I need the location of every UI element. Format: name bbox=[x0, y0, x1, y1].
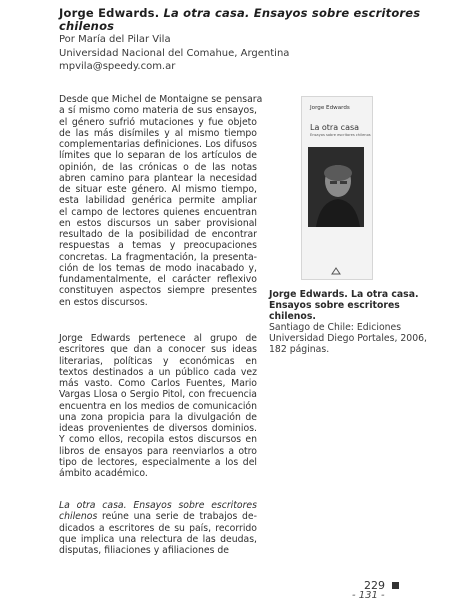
paragraph-edwards-line: textos destinados a un público cada vez bbox=[59, 366, 257, 378]
paragraph-edwards-line: más vasto. Como Carlos Fuentes, Mario bbox=[59, 378, 257, 389]
paragraph-book-line: La otra casa. Ensayos sobre escritores bbox=[59, 500, 257, 511]
paragraph-edwards-line: Vargas Llosa o Sergio Pitol, con frecuencia bbox=[59, 389, 257, 401]
paragraph-intro-line: de situar este género. Al mismo tiempo, bbox=[59, 184, 257, 195]
page-marker-square bbox=[392, 582, 399, 589]
paragraph-intro-line: en estos discursos un saber provisional bbox=[59, 217, 257, 229]
paragraph-intro-line: el campo de lectores quienes encuentran bbox=[59, 206, 257, 218]
title-author: Jorge Edwards. bbox=[59, 6, 164, 20]
paragraph-edwards-line: ideas provenientes de diversos dominios. bbox=[59, 423, 257, 434]
paragraph-intro-line: Desde que Michel de Montaigne se pensara bbox=[59, 94, 263, 105]
paragraph-edwards-line: escritores que dan a conocer sus ideas bbox=[59, 344, 257, 356]
paragraph-intro-line: el género sufrió mutaciones y fue objeto bbox=[59, 116, 257, 128]
paragraph-intro bbox=[59, 94, 263, 308]
paragraph-intro-line: respuestas a temas y preocupaciones bbox=[59, 240, 257, 252]
book-cover-image bbox=[301, 96, 373, 280]
caption-title-text: Jorge Edwards. La otra casa. Ensayos sobre escritores chilenos. bbox=[269, 289, 419, 322]
cover-author: Jorge Edwards bbox=[310, 105, 350, 111]
paragraph-edwards-line: literarias, políticas y económicas en bbox=[59, 355, 257, 367]
cover-title: La otra casa bbox=[310, 123, 360, 132]
paragraph-intro-line: límites que lo separan de los artículos de bbox=[59, 150, 257, 162]
paragraph-intro-line: de las más disímiles y al mismo tiempo bbox=[59, 127, 257, 139]
paragraph-intro-line: resultado de la posibilidad de encontrar bbox=[59, 229, 257, 240]
article-header bbox=[59, 7, 449, 74]
caption-publisher: Santiago de Chile: Ediciones Universidad Diego Portales, 2006, 182 páginas. bbox=[269, 322, 428, 355]
paragraph-intro-line: esta labilidad genérica permite ampliar bbox=[59, 195, 257, 207]
reviewer-affiliation: Universidad Nacional del Comahue, Argentina bbox=[59, 47, 290, 59]
paragraph-intro-line: concretas. La fragmentación, la presenta- bbox=[59, 251, 257, 263]
paragraph-book-line bbox=[59, 511, 257, 522]
paragraph-book bbox=[59, 500, 257, 556]
paragraph-book-line: dicados a escritores de su país, recorrido bbox=[59, 522, 257, 534]
paragraph-intro-line: abren camino para plantear la necesidad bbox=[59, 172, 257, 184]
paragraph-intro-line: fundamentalmente, el carácter reflexivo bbox=[59, 274, 257, 285]
paragraph-intro-line: ción de los temas de modo inacabado y, bbox=[59, 262, 257, 274]
reviewer-email: mpvila@speedy.com.ar bbox=[59, 61, 176, 72]
book-caption bbox=[269, 289, 429, 355]
paragraph-intro-line: opinión, de las crónicas o de las notas bbox=[59, 161, 257, 173]
paragraph-edwards-line: ámbito académico. bbox=[59, 468, 148, 479]
paragraph-book-line: que implica una relectura de las deudas, bbox=[59, 533, 257, 545]
paragraph-book-line-rest: reúne una serie de trabajos de- bbox=[97, 511, 257, 523]
paragraph-edwards-line: encuentra en los medios de comunicación bbox=[59, 400, 257, 412]
reviewer-name: Por María del Pilar Vila bbox=[59, 34, 171, 45]
paragraph-intro-line: en estos discursos. bbox=[59, 296, 148, 308]
page-number: 229 bbox=[364, 579, 385, 592]
publisher-logo-icon bbox=[331, 260, 341, 268]
cover-portrait-photo bbox=[308, 147, 364, 227]
paragraph-edwards-line: Jorge Edwards pertenece al grupo de bbox=[59, 333, 257, 344]
book-title-inline: chilenos bbox=[59, 511, 98, 523]
title-book: La otra casa. Ensayos sobre escritores chilenos bbox=[59, 6, 421, 33]
paragraph-edwards bbox=[59, 333, 257, 479]
handwritten-page-stamp: - 131 - bbox=[352, 590, 385, 601]
cover-subtitle: Ensayos sobre escritores chilenos bbox=[310, 133, 371, 137]
paragraph-intro-line: a sí mismo como materia de sus ensayos, bbox=[59, 105, 257, 117]
paragraph-book-line: disputas, filiaciones y afiliaciones de bbox=[59, 545, 230, 556]
paragraph-edwards-line: libros de ensayos para reenviarlos a otro bbox=[59, 445, 257, 457]
paragraph-edwards-line: una zona propicia para la divulgación de bbox=[59, 411, 257, 423]
paragraph-edwards-line: tipo de lectores, especialmente a los del bbox=[59, 456, 257, 468]
paragraph-intro-line: complementarias definiciones. Los difusos bbox=[59, 139, 257, 150]
paragraph-edwards-line: Y como ellos, recopila estos discursos en bbox=[59, 434, 257, 446]
paragraph-intro-line: constituyen aspectos siempre presentes bbox=[59, 285, 257, 297]
caption-title bbox=[269, 289, 429, 322]
article-title bbox=[59, 7, 449, 33]
